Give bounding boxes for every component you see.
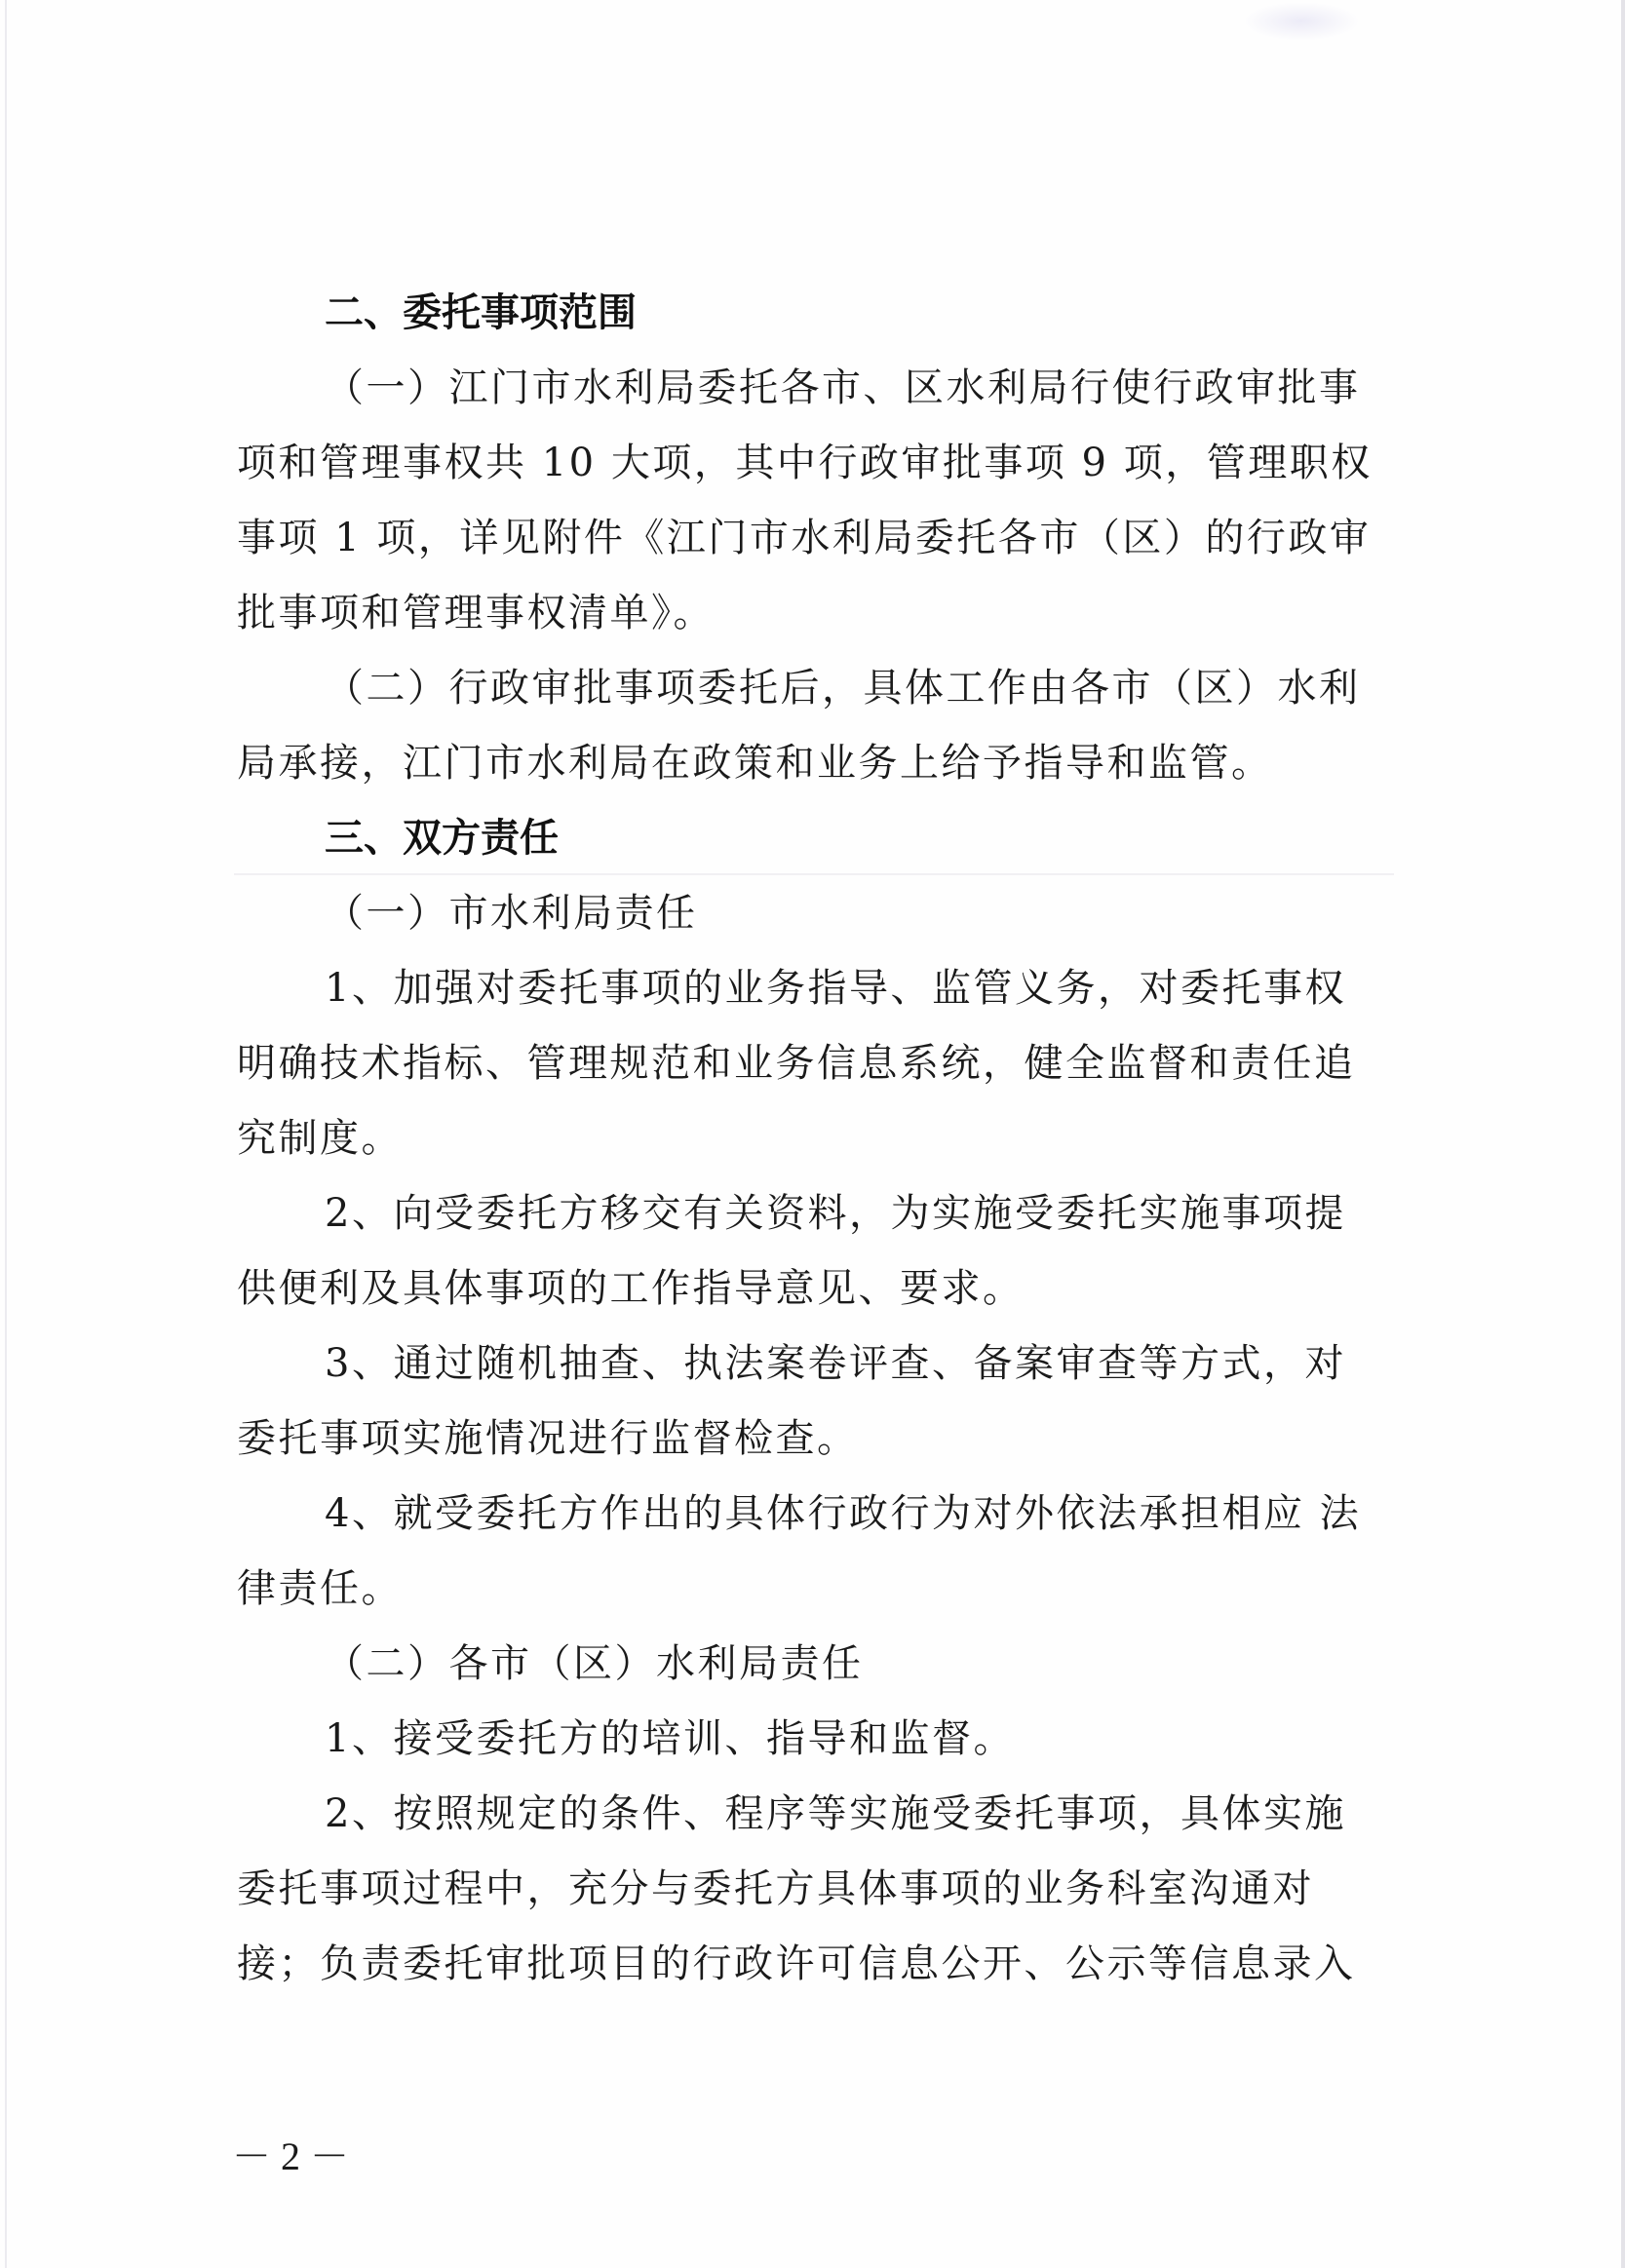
scan-edge-left <box>5 0 7 2268</box>
paragraph-line: 明确技术指标、管理规范和业务信息系统，健全监督和责任追 <box>237 1041 1356 1086</box>
paragraph-line: 局承接，江门市水利局在政策和业务上给予指导和监管。 <box>237 741 1273 786</box>
section-heading-responsibilities: 三、双方责任 <box>325 816 559 861</box>
section-heading-scope: 二、委托事项范围 <box>325 290 637 335</box>
paragraph-line: 接；负责委托审批项目的行政许可信息公开、公示等信息录入 <box>237 1941 1356 1986</box>
paragraph-line: 1、加强对委托事项的业务指导、监管义务，对委托事权 <box>325 966 1346 1011</box>
paragraph-line: 委托事项实施情况进行监督检查。 <box>237 1416 859 1461</box>
paragraph-line: 供便利及具体事项的工作指导意见、要求。 <box>237 1266 1025 1311</box>
paragraph-line: （二）行政审批事项委托后，具体工作由各市（区）水利 <box>325 666 1361 711</box>
paragraph-line: 律责任。 <box>237 1566 403 1611</box>
paragraph-line: 4、就受委托方作出的具体行政行为对外依法承担相应 法 <box>325 1491 1362 1536</box>
scan-artifact-smudge <box>1243 2 1360 41</box>
document-body <box>237 276 1399 2002</box>
subsection-heading-district-bureaus: （二）各市（区）水利局责任 <box>325 1641 864 1686</box>
paragraph-line: 委托事项过程中，充分与委托方具体事项的业务科室沟通对 <box>237 1866 1314 1911</box>
paragraph-line: （一）江门市水利局委托各市、区水利局行使行政审批事 <box>325 365 1361 410</box>
paragraph-line: 2、向受委托方移交有关资料，为实施受委托实施事项提 <box>325 1191 1346 1236</box>
paragraph-line: 事项 1 项，详见附件《江门市水利局委托各市（区）的行政审 <box>237 516 1372 560</box>
paragraph-line: 1、接受委托方的培训、指导和监督。 <box>325 1716 1015 1761</box>
subsection-heading-city-bureau: （一）市水利局责任 <box>325 891 698 936</box>
paragraph-line: 3、通过随机抽查、执法案卷评查、备案审查等方式，对 <box>325 1341 1346 1386</box>
paragraph-line: 批事项和管理事权清单》。 <box>237 591 715 635</box>
scan-edge-right <box>1621 0 1625 2268</box>
paragraph-line: 2、按照规定的条件、程序等实施受委托事项，具体实施 <box>325 1791 1346 1836</box>
paragraph-line: 究制度。 <box>237 1116 403 1161</box>
paragraph-line: 项和管理事权共 10 大项，其中行政审批事项 9 项，管理职权 <box>237 441 1373 485</box>
page-number: － 2 － <box>232 2134 349 2178</box>
